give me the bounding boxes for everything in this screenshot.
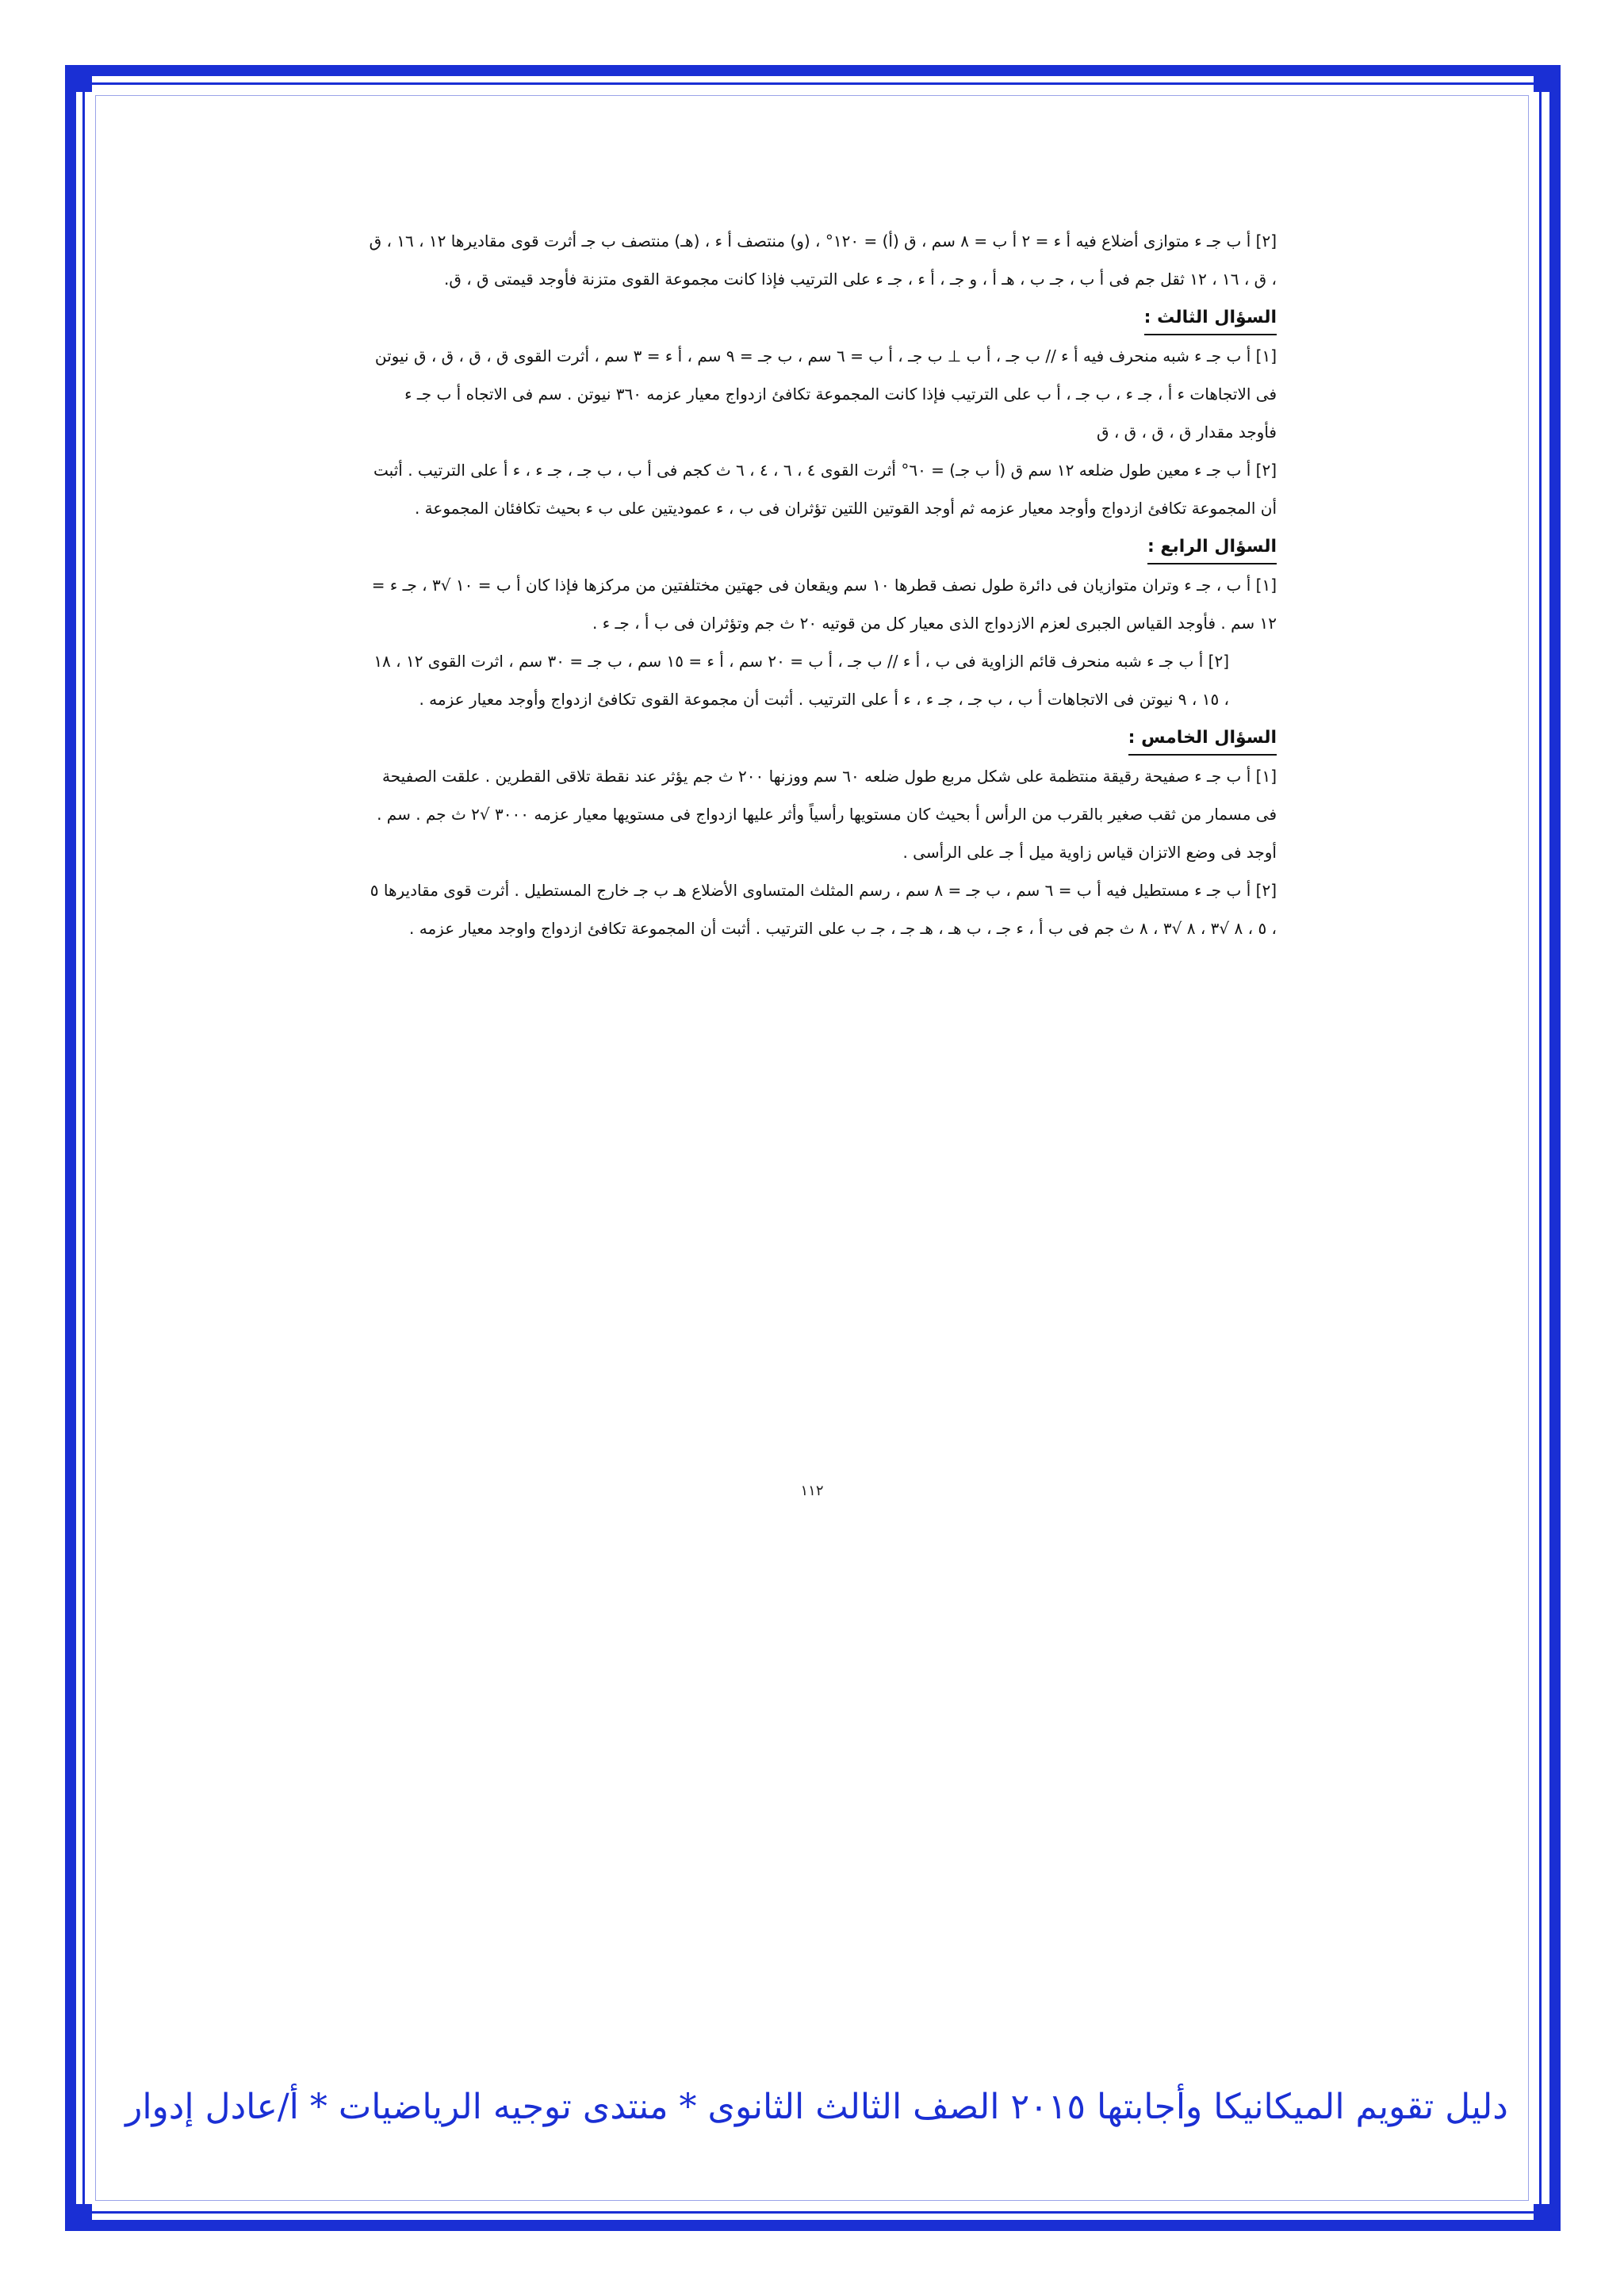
page-content (365, 222, 1277, 947)
problem-1-trapezoid: [١] أ ب جـ ء شبه منحرف فيه أ ء // ب جـ ، أ ب ⊥ ب جـ ، أ ب = ٦ سم ، ب جـ = ٩ سم ، أ ء = ٣ سم ، أثرت القوى ق ، ق ، ق ، ق نيوتن فى الاتجاهات ء أ ، جـ ء ، ب جـ ، أ ب على الترتيب فإذا كانت المجموعة تكافئ ازدواج معيار عزمه ٣٦٠ نيوتن . سم فى الاتجاه أ ب جـ ء فأوجد مقدار ق ، ق ، ق ، ق (374, 346, 1277, 442)
page-number: ١١٢ (800, 1483, 824, 1499)
corner-bottom-right (1534, 2204, 1561, 2231)
problem-2-right-trapezoid: [٢] أ ب جـ ء شبه منحرف قائم الزاوية فى ب ، أ ء // ب جـ ، أ ب = ٢٠ سم ، أ ء = ١٥ سم ، ب جـ = ٣٠ سم ، اثرت القوى ١٢ ، ١٨ ، ١٥ ، ٩ نيوتن فى الاتجاهات أ ب ، ب جـ ، جـ ء ، ء أ على الترتيب . أثبت أن مجموعة القوى تكافئ ازدواج وأوجد معيار عزمه . (373, 652, 1229, 709)
problem-2-rectangle: [٢] أ ب جـ ء مستطيل فيه أ ب = ٦ سم ، ب جـ = ٨ سم ، رسم المثلث المتساوى الأضلاع هـ ب جـ خارج المستطيل . أثرت قوى مقاديرها ٥ ، ٥ ، ٨ √٣ ، ٨ √٣ ، ٨ ث جم فى ب أ ، ء جـ ، ب هـ ، هـ جـ ، جـ ب على الترتيب . أثبت أن المجموعة تكافئ ازدواج واوجد معيار عزمه . (370, 881, 1277, 938)
problem-1-parallel-chords: [١] أ ب ، جـ ء وتران متوازيان فى دائرة طول نصف قطرها ١٠ سم ويقعان فى جهتين مختلفتين من مركزها فإذا كان أ ب = ١٠ √٣ ، جـ ء = ١٢ سم . فأوجد القياس الجبرى لعزم الازدواج الذى معيار كل من قوتيه ٢٠ ث جم وتؤثران فى ب أ ، جـ ء . (371, 576, 1277, 633)
section-title-fourth-question: السؤال الرابع : (1147, 531, 1277, 564)
corner-bottom-left (65, 2204, 92, 2231)
problem-2-rhombus: [٢] أ ب جـ ء معين طول ضلعه ١٢ سم ق (أ ب جـ) = ٦٠° أثرت القوى ٤ ، ٦ ، ٤ ، ٦ ث كجم فى أ ب ، ب جـ ، جـ ء ، ء أ على الترتيب . أثبت أن المجموعة تكافئ ازدواج وأوجد معيار عزمه ثم أوجد القوتين اللتين تؤثران فى ب ، ء عموديتين على ب ء بحيث تكافئان المجموعة . (373, 461, 1277, 518)
corner-top-left (65, 65, 92, 92)
corner-top-right (1534, 65, 1561, 92)
section-title-fifth-question: السؤال الخامس : (1128, 722, 1277, 756)
problem-2-parallelogram: [٢] أ ب جـ ء متوازى أضلاع فيه أ ء = ٢ أ ب = ٨ سم ، ق (أ) = ١٢٠° ، (و) منتصف أ ء ، (هـ) منتصف ب جـ أثرت قوى مقاديرها ١٢ ، ١٦ ، ق ، ق ، ١٦ ، ١٢ ثقل جم فى أ ب ، جـ ب ، هـ أ ، و جـ ، أ ء ، جـ ء على الترتيب فإذا كانت مجموعة القوى متزنة فأوجد قيمتى ق ، ق. (369, 232, 1277, 289)
problem-1-square-lamina: [١] أ ب جـ ء صفيحة رقيقة منتظمة على شكل مربع طول ضلعه ٦٠ سم ووزنها ٢٠٠ ث جم يؤثر عند نقطة تلاقى القطرين . علقت الصفيحة فى مسمار من ثقب صغير بالقرب من الرأس أ بحيث كان مستويها رأسياً وأثر عليها ازدواج فى مستويها معيار عزمه ٣٠٠٠ √٢ ث جم . سم . أوجد فى وضع الاتزان قياس زاوية ميل أ جـ على الرأسى . (377, 767, 1277, 862)
section-title-third-question: السؤال الثالث : (1144, 302, 1277, 335)
footer-caption: دليل تقويم الميكانيكا وأجابتها ٢٠١٥ الصف الثالث الثانوى * منتدى توجيه الرياضيات * أ/عادل إدوار (125, 2087, 1508, 2127)
